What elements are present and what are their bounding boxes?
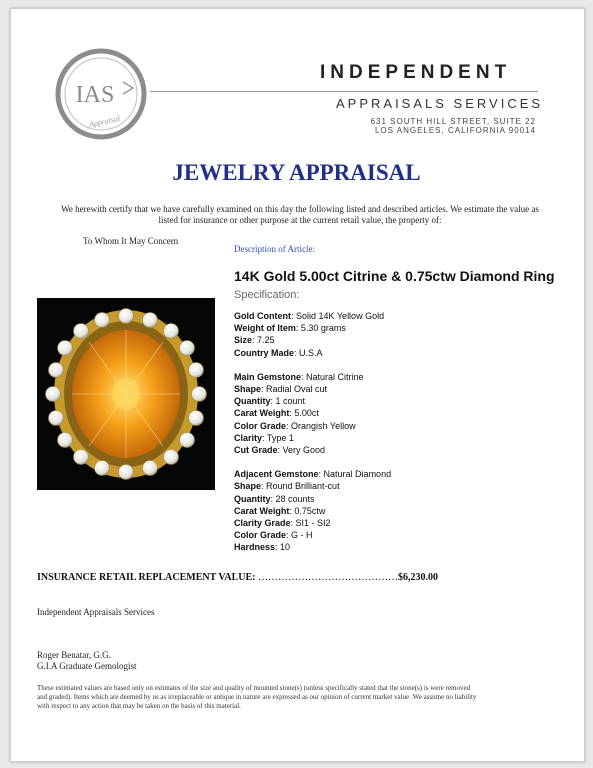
- spec-row: Gold Content: Solid 14K Yellow Gold: [234, 311, 385, 321]
- insurance-label: INSURANCE RETAIL REPLACEMENT VALUE:: [37, 572, 256, 583]
- spec-label: Shape: [234, 384, 262, 395]
- signature-block: [37, 650, 136, 672]
- spec-row: Quantity: 1 count: [234, 396, 306, 407]
- specification-list: [234, 310, 391, 566]
- certification-text: We herewith certify that we have carefully examined on this day the following listed and described articles. We estimate the value as listed for insurance or other purpose at the current retail value, the property of:: [61, 204, 539, 225]
- spec-row: Weight of Item: 5.30 grams: [234, 323, 346, 334]
- spec-label: Clarity Grade: [234, 518, 291, 529]
- spec-label: Carat Weight: [234, 505, 290, 516]
- insurance-dots: ……………………………………: [257, 572, 398, 583]
- spec-row: Main Gemstone: Natural Citrine: [234, 371, 364, 382]
- spec-row: Clarity Grade: SI1 - SI2: [234, 518, 331, 529]
- spec-label: Country Made: [234, 347, 295, 358]
- company-name: INDEPENDENT: [320, 62, 512, 83]
- spec-value: Radial Oval cut: [266, 384, 328, 395]
- spec-label: Quantity: [234, 396, 271, 407]
- company-footer: Independent Appraisals Services: [37, 607, 155, 617]
- spec-row: Hardness: 10: [234, 542, 291, 553]
- spec-label: Clarity: [234, 432, 263, 443]
- spec-row: Color Grade: Orangish Yellow: [234, 420, 356, 431]
- spec-row: Adjacent Gemstone: Natural Diamond: [234, 469, 392, 480]
- spec-row: Shape: Radial Oval cut: [234, 384, 328, 395]
- address-line-1: 631 SOUTH HILL STREET, SUITE 22: [370, 117, 536, 126]
- spec-row: Shape: Round Brilliant-cut: [234, 481, 340, 492]
- spec-label: Gold Content: [234, 311, 291, 321]
- document-title: JEWELRY APPRAISAL: [172, 160, 421, 185]
- spec-value: SI1 - SI2: [295, 518, 331, 529]
- spec-value: 5.30 grams: [300, 323, 346, 334]
- spec-value: Solid 14K Yellow Gold: [296, 311, 385, 321]
- insurance-value-row: [37, 572, 438, 583]
- spec-value: Natural Citrine: [306, 371, 364, 382]
- ring-photo: [37, 298, 215, 490]
- spec-label: Shape: [234, 481, 262, 492]
- spec-value: U.S.A: [299, 347, 323, 358]
- spec-label: Color Grade: [234, 530, 287, 541]
- spec-value: Natural Diamond: [323, 469, 392, 480]
- spec-row: Carat Weight: 5.00ct: [234, 408, 319, 419]
- item-title: 14K Gold 5.00ct Citrine & 0.75ctw Diamond Ring: [234, 268, 555, 284]
- specification-label: Specification:: [234, 289, 300, 301]
- logo-subtext: Appraisal: [88, 113, 121, 130]
- spec-value: Very Good: [282, 445, 326, 456]
- main-gemstone-group: [234, 371, 391, 456]
- spec-row: Color Grade: G - H: [234, 530, 313, 541]
- spec-label: Carat Weight: [234, 408, 290, 419]
- spec-value: 10: [280, 542, 291, 553]
- spec-row: Country Made: U.S.A: [234, 347, 323, 358]
- address-line-2: LOS ANGELES, CALIFORNIA 90014: [374, 126, 536, 135]
- spec-label: Quantity: [234, 493, 271, 504]
- company-subtitle: APPRAISALS SERVICES: [336, 96, 544, 111]
- spec-value: 28 counts: [275, 493, 315, 504]
- spec-value: 1 count: [275, 396, 306, 407]
- spec-value: Round Brilliant-cut: [266, 481, 340, 492]
- spec-value: G - H: [291, 530, 313, 541]
- spec-label: Cut Grade: [234, 445, 278, 456]
- spec-row: Quantity: 28 counts: [234, 493, 315, 504]
- spec-label: Weight of Item: [234, 323, 296, 334]
- header-divider: [150, 91, 538, 92]
- insurance-value: $6,230.00: [397, 572, 438, 583]
- logo-text: IAS: [75, 82, 115, 108]
- spec-label: Adjacent Gemstone: [234, 469, 319, 480]
- spec-label: Size: [234, 335, 253, 346]
- disclaimer-text: These estimated values are based only on estimates of the size and quality of mounted stone(s) (unless specifically stated that the stone(s) is were removed and graded). Items which are deemed by us as irreplaceable or antique in nature are expressed as our opinion of current market value .We assume no liability with respect to any action that may be taken on the basis of this material.: [37, 684, 477, 710]
- spec-row: Cut Grade: Very Good: [234, 445, 326, 456]
- spec-label: Main Gemstone: [234, 371, 302, 382]
- spec-value: Type 1: [266, 432, 294, 443]
- spec-row: Size: 7.25: [234, 335, 275, 346]
- spec-value: 7.25: [257, 335, 275, 346]
- signer-name: Roger Benatar, G.G.: [37, 650, 111, 660]
- spec-row: Carat Weight: 0.75ctw: [234, 505, 326, 516]
- signer-title: G.I.A Graduate Gemologist: [37, 661, 137, 671]
- description-label: Description of Article:: [234, 244, 315, 254]
- ias-logo: [55, 48, 147, 140]
- spec-label: Color Grade: [234, 420, 287, 431]
- spec-value: 0.75ctw: [294, 505, 326, 516]
- adjacent-gemstone-group: [234, 468, 391, 553]
- owner-name: To Whom It May Concern: [83, 236, 179, 246]
- spec-value: Orangish Yellow: [291, 420, 356, 431]
- spec-value: 5.00ct: [294, 408, 319, 419]
- spec-label: Hardness: [234, 542, 276, 553]
- spec-row: Clarity: Type 1: [234, 432, 294, 443]
- gold-group: [234, 310, 391, 359]
